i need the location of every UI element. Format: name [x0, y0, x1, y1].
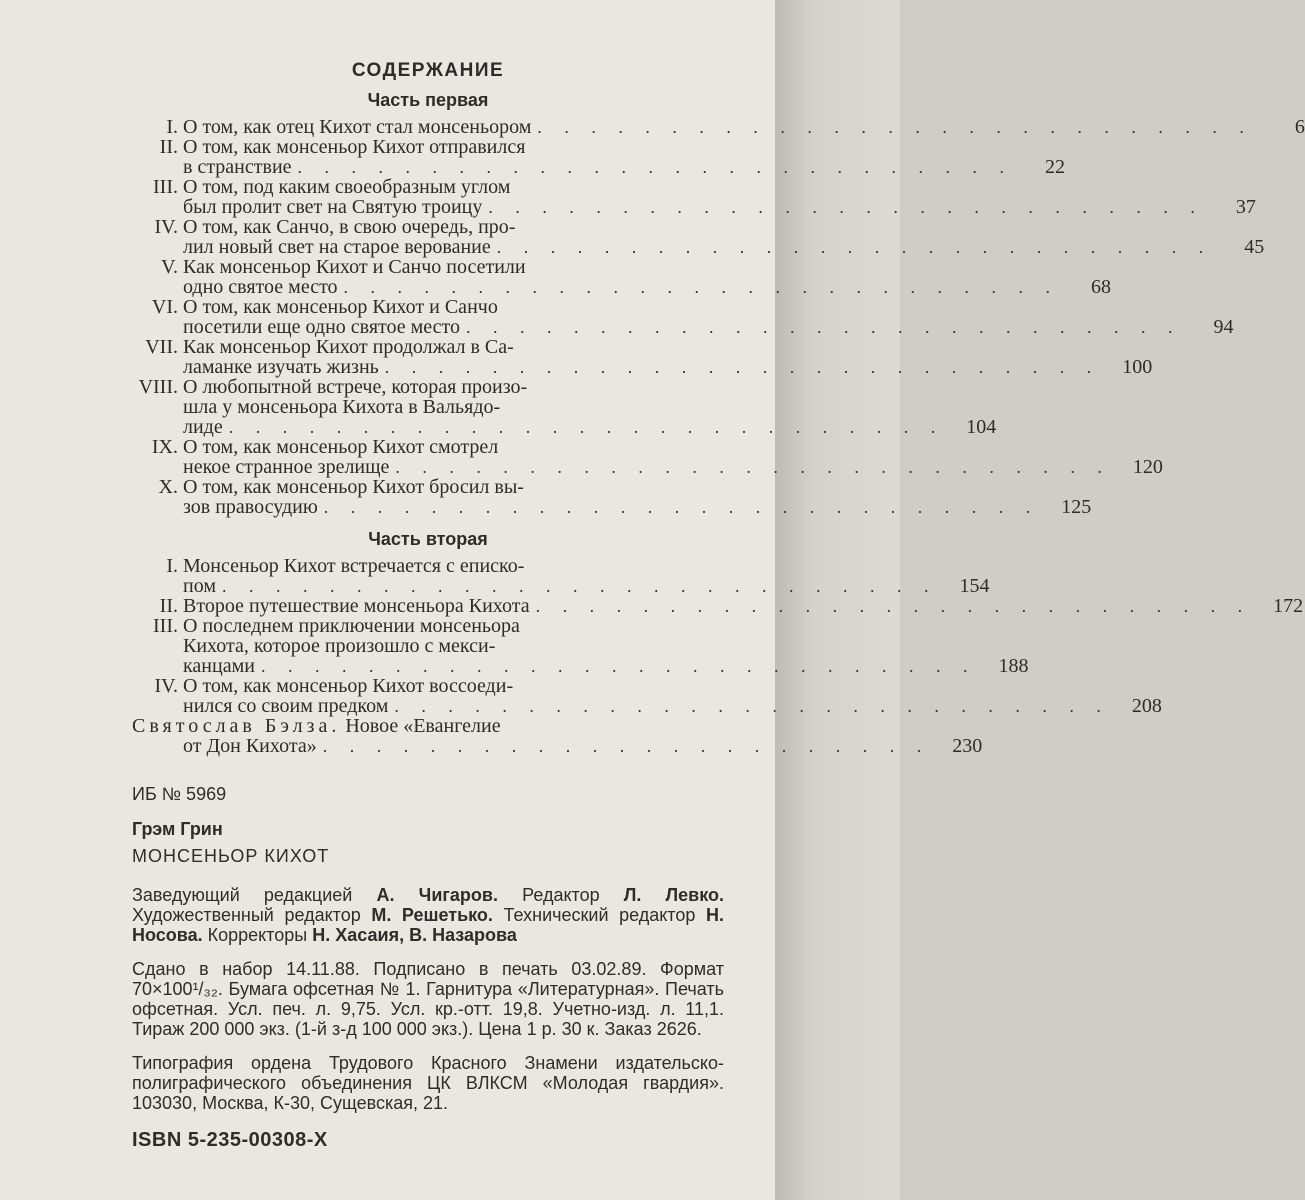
- chapter-page-number: 22: [1045, 156, 1066, 178]
- chapter-title-line: шла у монсеньора Кихота в Вальядо-: [183, 396, 501, 418]
- isbn: ISBN 5-235-00308-X: [132, 1129, 328, 1151]
- print-details: Сдано в набор 14.11.88. Подписано в печать 03.02.89. Формат 70×100¹/₃₂. Бумага офсетная № 1. Гарнитура «Литературная». Печать офсетная. Усл. печ. л. 9,75. Усл. кр.-отт. 19,8. Учетно-изд. л. 11,1. Тираж 200 000 экз. (1-й з-д 100 000 экз.). Цена 1 р. 30 к. Заказ 2626.: [132, 959, 724, 1039]
- toc-leader-dots: . . . . . . . . . . . . . . . . . . . . . . . . . . .: [535, 596, 1252, 616]
- chapter-title-line: лил новый свет на старое верование: [183, 236, 491, 258]
- toc-entry: [132, 336, 1153, 378]
- chapter-title-line: О том, как монсеньор Кихот и Санчо: [183, 296, 498, 318]
- toc-leader-dots: . . . . . . . . . . . . . . . . . . . . . . . . . . .: [466, 317, 1182, 337]
- page-content: [132, 52, 1305, 1152]
- chapter-number: VI.: [151, 296, 178, 318]
- toc-entry: [132, 116, 1305, 138]
- toc-entry: [132, 595, 1304, 617]
- chapter-number: X.: [158, 476, 178, 498]
- chapter-title-line: в странствие: [183, 156, 292, 178]
- chapter-number: IV.: [154, 216, 178, 238]
- toc-leader-dots: . . . . . . . . . . . . . . . . . . . . . . . . . . .: [537, 117, 1253, 137]
- chapter-title-line: О том, как монсеньор Кихот бросил вы-: [183, 476, 524, 498]
- toc-leader-dots: . . . . . . . . . . . . . . . . . . . . . . . . . . .: [221, 576, 938, 596]
- staff-credits: Заведующий редакцией А. Чигаров. Редактор Л. Левко. Художественный редактор М. Решетько. Технический редактор Н. Носова. Корректоры Н. Хасаия, В. Назарова: [132, 885, 724, 945]
- toc-leader-dots: . . . . . . . . . . . . . . . . . . . . . . . . . . .: [384, 357, 1101, 377]
- part-two-toc: [132, 555, 1304, 717]
- toc-entry: [132, 675, 1162, 717]
- toc-entry: [132, 436, 1163, 478]
- toc-entry: [132, 615, 1029, 677]
- toc-entry: [132, 296, 1234, 338]
- chapter-page-number: 45: [1244, 236, 1265, 258]
- afterword-author: Святослав Бэлза.: [132, 715, 341, 737]
- chapter-title-line: ламанке изучать жизнь: [183, 356, 379, 378]
- chapter-page-number: 104: [966, 416, 997, 438]
- chapter-number: VIII.: [138, 376, 178, 398]
- chapter-page-number: 188: [998, 655, 1029, 677]
- chapter-page-number: 6: [1294, 116, 1305, 138]
- chapter-page-number: 37: [1235, 196, 1256, 218]
- chapter-title-line: О том, как Санчо, в свою очередь, про-: [183, 216, 516, 238]
- chapter-title-line: О том, как монсеньор Кихот воссоеди-: [183, 675, 514, 697]
- toc-leader-dots: . . . . . . . . . . . . . . . . . . . . . . . . . . .: [343, 277, 1060, 297]
- chapter-title-line: О последнем приключении монсеньора: [183, 615, 520, 637]
- chapter-title-line: О любопытной встрече, которая произо-: [183, 376, 528, 398]
- part-one-toc: [132, 116, 1305, 518]
- toc-entry: [132, 256, 1112, 298]
- toc-leader-dots: . . . . . . . . . . . . . . . . . . . . . . . . . . .: [228, 417, 945, 437]
- part-one-heading: Часть первая: [367, 90, 489, 110]
- toc-leader-dots: . . . . . . . . . . . . . . . . . . . . . . .: [322, 736, 931, 756]
- book-title: МОНСЕНЬОР КИХОТ: [132, 846, 330, 866]
- toc-leader-dots: . . . . . . . . . . . . . . . . . . . . . . . . . . .: [260, 656, 977, 676]
- toc-entry-afterword: [132, 715, 983, 757]
- part-two-heading: Часть вторая: [368, 529, 488, 549]
- chapter-title-line: канцами: [183, 655, 255, 677]
- chapter-title-line: некое странное зрелище: [183, 456, 390, 478]
- afterword-title-start: Новое «Евангелие: [345, 715, 501, 737]
- afterword-title-end: от Дон Кихота»: [183, 735, 317, 757]
- chapter-page-number: 208: [1131, 695, 1162, 717]
- toc-entry: [132, 216, 1265, 258]
- chapter-title-line: пом: [183, 575, 216, 597]
- chapter-title-line: Как монсеньор Кихот продолжал в Са-: [183, 336, 514, 358]
- afterword-page: 230: [952, 735, 983, 757]
- chapter-title-line: О том, как монсеньор Кихот отправился: [183, 136, 526, 158]
- toc-entry: [132, 476, 1092, 518]
- chapter-title-line: Как монсеньор Кихот и Санчо посетили: [183, 256, 526, 278]
- chapter-number: I.: [166, 555, 178, 577]
- chapter-page-number: 120: [1132, 456, 1163, 478]
- chapter-number: IV.: [154, 675, 178, 697]
- printer-info: Типография ордена Трудового Красного Знамени издательско-полиграфического объединения ЦК ВЛКСМ «Молодая гвардия». 103030, Москва, К-30, Сущевская, 21.: [132, 1053, 724, 1113]
- toc-leader-dots: . . . . . . . . . . . . . . . . . . . . . . . . . . .: [395, 457, 1111, 477]
- chapter-number: V.: [161, 256, 178, 278]
- chapter-title-line: нился со своим предком: [183, 695, 389, 717]
- chapter-page-number: 125: [1061, 496, 1092, 518]
- chapter-title-line: Второе путешествие монсеньора Кихота: [183, 595, 530, 617]
- imprint-block: [132, 784, 724, 1152]
- chapter-title-line: О том, как монсеньор Кихот смотрел: [183, 436, 499, 458]
- toc-entry: [132, 176, 1256, 218]
- toc-leader-dots: . . . . . . . . . . . . . . . . . . . . . . . . . . .: [496, 237, 1213, 257]
- chapter-page-number: 68: [1091, 276, 1112, 298]
- toc-leader-dots: . . . . . . . . . . . . . . . . . . . . . . . . . . .: [488, 197, 1204, 217]
- toc-leader-dots: . . . . . . . . . . . . . . . . . . . . . . . . . . .: [323, 497, 1040, 517]
- toc-entry: [132, 555, 990, 597]
- chapter-title-line: посетили еще одно святое место: [183, 316, 461, 338]
- contents-heading: СОДЕРЖАНИЕ: [351, 60, 505, 81]
- chapter-page-number: 100: [1122, 356, 1153, 378]
- toc-leader-dots: . . . . . . . . . . . . . . . . . . . . . . . . . . .: [297, 157, 1014, 177]
- chapter-number: I.: [166, 116, 178, 138]
- chapter-number: II.: [159, 136, 178, 158]
- chapter-number: VII.: [145, 336, 178, 358]
- chapter-page-number: 154: [959, 575, 990, 597]
- ib-number: ИБ № 5969: [132, 784, 227, 804]
- toc-entry: [132, 136, 1066, 178]
- chapter-number: III.: [153, 176, 178, 198]
- chapter-title-line: зов правосудию: [183, 496, 318, 518]
- chapter-number: IX.: [151, 436, 178, 458]
- chapter-title-line: одно святое место: [183, 276, 338, 298]
- toc-entry: [132, 376, 997, 438]
- chapter-title-line: О том, под каким своеобразным углом: [183, 176, 511, 198]
- book-author: Грэм Грин: [132, 819, 223, 839]
- chapter-page-number: 172: [1273, 595, 1304, 617]
- chapter-number: II.: [159, 595, 178, 617]
- toc-leader-dots: . . . . . . . . . . . . . . . . . . . . . . . . . . .: [394, 696, 1110, 716]
- chapter-title-line: лиде: [183, 416, 223, 438]
- chapter-title-line: Кихота, которое произошло с мекси-: [183, 635, 496, 657]
- chapter-title-line: Монсеньор Кихот встречается с еписко-: [183, 555, 525, 577]
- chapter-number: III.: [153, 615, 178, 637]
- chapter-title-line: О том, как отец Кихот стал монсеньором: [183, 116, 532, 138]
- chapter-title-line: был пролит свет на Святую троицу: [183, 196, 483, 218]
- chapter-page-number: 94: [1213, 316, 1234, 338]
